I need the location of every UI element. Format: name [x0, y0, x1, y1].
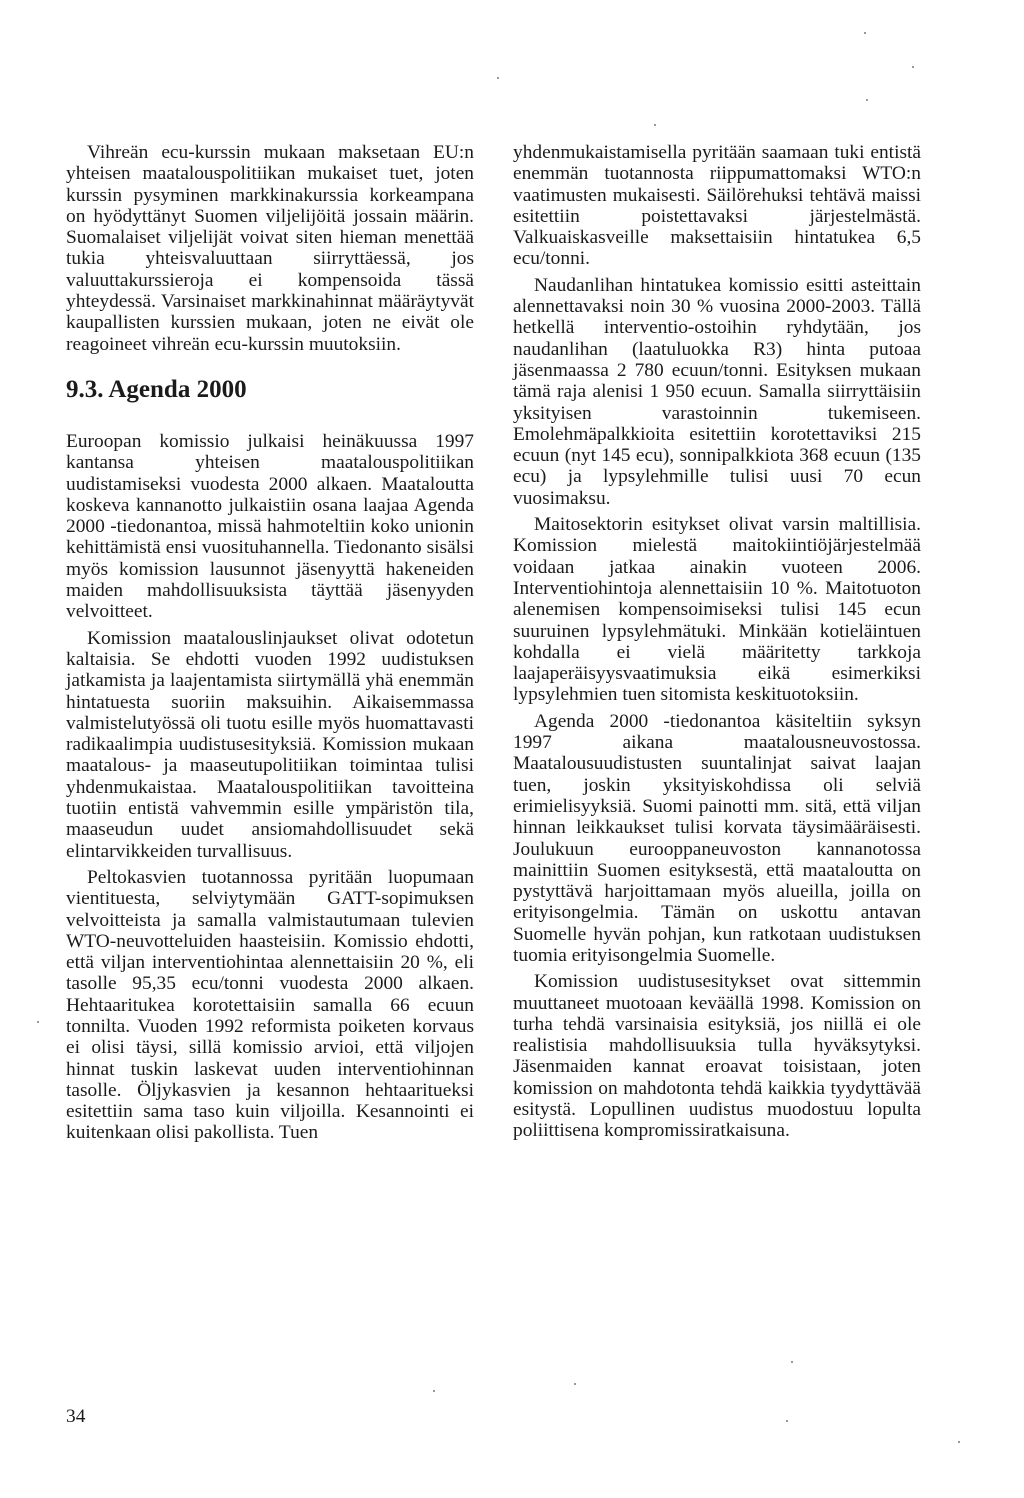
scan-speck: [497, 77, 499, 79]
scan-speck: [37, 1021, 39, 1023]
agenda-discussion-paragraph: Agenda 2000 -tiedonantoa käsiteltiin syksyn 1997 aikana maatalousneuvostossa. Maatalousuudistusten suuntalinjat saivat laajan tuen, joskin yksityiskohdissa oli selviä erimielisyyksiä. Suomi painotti mm. sitä, että viljan hinnan leikkaukset tulisi korvata täysimääräisesti. Joulukuun eurooppaneuvoston kannanotossa mainittiin Suomen esityksestä, että maataloutta on pystyttävä harjoittamaan myös alueilla, joilla on erityisongelmia. Tämän on uskottu antavan Suomelle hyvän pohjan, kun ratkotaan uudistuksen tuomia erityisongelmia Suomelle.: [513, 710, 921, 966]
scan-speck: [866, 99, 868, 101]
scan-speck: [433, 1390, 435, 1392]
dairy-paragraph: Maitosektorin esitykset olivat varsin maltillisia. Komission mielestä maitokiintiöjärjestelmää voidaan jatkaa ainakin vuoteen 2006. Interventiohintoja alennettaisiin 10 %. Maitotuoton alenemisen kompensoimiseksi tulisi 145 ecun suuruinen lypsylehmätuki. Minkään kotieläintuen kohdalla ei vielä määritetty tarkkoja laajaperäisyysvaatimuksia eikä esimerkiksi lypsylehmien tuen sitomista keskituotoksiin.: [513, 514, 921, 706]
scan-speck: [958, 1441, 960, 1443]
section-heading: 9.3. Agenda 2000: [66, 375, 247, 403]
scan-speck: [654, 124, 656, 126]
beef-paragraph: Naudanlihan hintatukea komissio esitti asteittain alennettavaksi noin 30 % vuosina 2000-2003. Tällä hetkellä interventio-ostoihin ryhdytään, jos naudanlihan (laatuluokka R3) hinta putoaa jäsenmaassa 2 780 ecuun/tonni. Esityksen mukaan tämä raja alenisi 1 950 ecuun. Samalla siirryttäisiin yksityisen varastoinnin tukemiseen. Emolehmäpalkkioita esitettiin korotettaviksi 215 ecuun (nyt 145 ecu), sonnipalkkiota 368 ecuun (135 ecu) ja lypsylehmille tulisi uusi 70 ecun vuosimaksu.: [513, 274, 921, 509]
section-paragraph-1: Euroopan komissio julkaisi heinäkuussa 1997 kantansa yhteisen maatalouspolitiikan uudistamiseksi vuodesta 2000 alkaen. Maataloutta koskeva kannanotto julkaistiin osana laajaa Agenda 2000 -tiedonantoa, missä hahmoteltiin koko unionin kehittämistä ensi vuosituhannella. Tiedonanto sisälsi myös komission lausunnot jäsenyyttä hakeneiden maiden mahdollisuuksista täyttää jäsenyyden velvoitteet.: [66, 430, 474, 623]
conclusion-paragraph: Komission uudistusesitykset ovat sittemmin muuttaneet muotoaan keväällä 1998. Komission on turha tehdä varsinaisia esityksiä, jos niillä ei ole realistisia mahdollisuuksia tulla hyväksytyksi. Jäsenmaiden kannat eroavat toisistaan, joten komission on mahdotonta tehdä kaikkia tyydyttävää esitystä. Lopullinen uudistus muodostuu lopulta poliittisena kompromissiratkaisuna.: [513, 971, 921, 1142]
left-column: [66, 142, 474, 1149]
scan-speck: [912, 66, 914, 68]
page-number: 34: [66, 1406, 86, 1427]
section-paragraph-3: Peltokasvien tuotannossa pyritään luopumaan vientituesta, selviytymään GATT-sopimuksen velvoitteista ja samalla valmistautumaan tulevien WTO-neuvotteluiden haasteisiin. Komissio ehdotti, että viljan interventiohintaa alennettaisiin 20 %, eli tasolle 95,35 ecu/tonni vuodesta 2000 alkaen. Hehtaaritukea korotettaisiin samalla 66 ecuun tonnilta. Vuoden 1992 reformista poiketen korvaus ei olisi täysi, sillä komissio arvioi, että viljojen hinnat tuskin laskevat uuden interventiohinnan tasolle. Öljykasvien ja kesannon hehtaaritueksi esitettiin sama taso kuin viljoilla. Kesannointi ei kuitenkaan olisi pakollista. Tuen: [66, 866, 474, 1144]
scan-speck: [864, 32, 866, 34]
scan-speck: [786, 1420, 788, 1422]
scan-speck: [574, 1383, 576, 1385]
scan-speck: [791, 1361, 793, 1363]
intro-paragraph: Vihreän ecu-kurssin mukaan maksetaan EU:n yhteisen maatalouspolitiikan mukaiset tuet, joten kurssin pysyminen markkinakurssia korkeampana on hyödyttänyt Suomen viljelijöitä jossain määrin. Suomalaiset viljelijät voivat siten hieman menettää tukia yhteisvaluuttaan siirryttäessä, jos valuuttakurssieroja ei kompensoida tässä yhteydessä. Varsinaiset markkinahinnat määräytyvät kaupallisten kurssien mukaan, joten ne eivät ole reagoineet vihreän ecu-kurssin muutoksiin.: [66, 142, 474, 355]
continued-paragraph: yhdenmukaistamisella pyritään saamaan tuki entistä enemmän tuotannosta riippumattomaksi WTO:n vaatimusten mukaisesti. Säilörehuksi tehtävä maissi esitettiin poistettavaksi järjestelmästä. Valkuaiskasveille maksettaisiin hintatukea 6,5 ecu/tonni.: [513, 142, 921, 270]
right-column: [513, 142, 921, 1147]
section-paragraph-2: Komission maatalouslinjaukset olivat odotetun kaltaisia. Se ehdotti vuoden 1992 uudistuksen jatkamista ja laajentamista siirtymällä yhä enemmän hintatuesta suoriin maksuihin. Aikaisemmassa valmistelutyössä oli tuotu esille myös huomattavasti radikaalimpia uudistusesityksiä. Komission mukaan maatalous- ja maaseutupolitiikan toimintaa tulisi yhdenmukaistaa. Maatalouspolitiikan tavoitteina tuotiin entistä vahvemmin esille ympäristön tila, maaseudun uudet ansiomahdollisuudet sekä elintarvikkeiden turvallisuus.: [66, 627, 474, 862]
